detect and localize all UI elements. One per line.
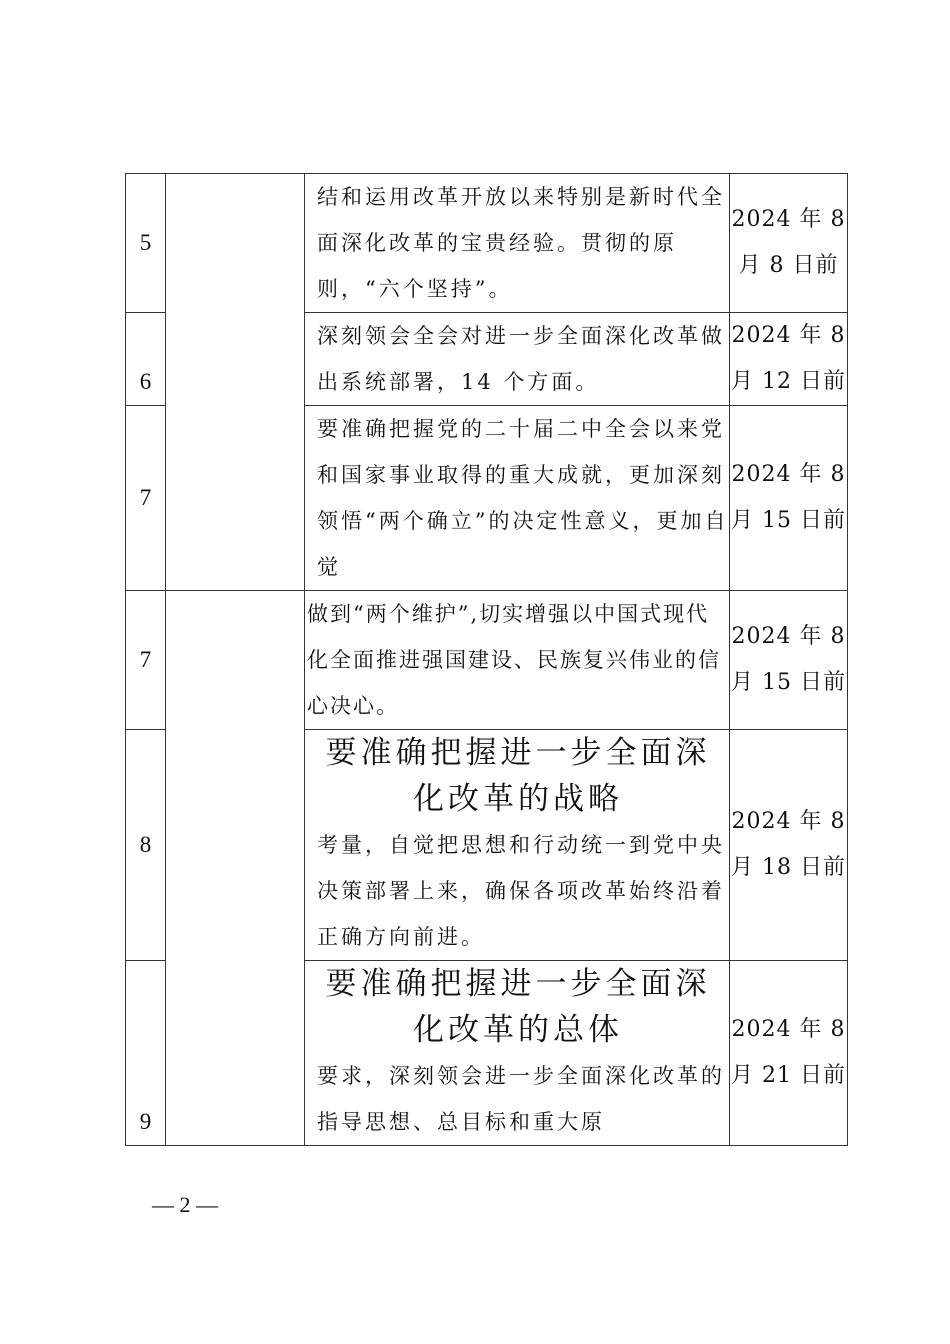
row-number: 8 [126,730,166,961]
row-date: 2024 年 8 月 12 日前 [730,313,848,406]
row-content [305,406,730,591]
table-row [126,174,848,313]
table-row [126,591,848,730]
row-date: 2024 年 8 月 18 日前 [730,730,848,961]
row-content [305,730,730,961]
row-number: 6 [126,313,166,406]
row-date: 2024 年 8 月 21 日前 [730,961,848,1146]
row-heading: 要准确把握进一步全面深化改革的总体 [325,966,711,1048]
row-content-text: 结和运用改革开放以来特别是新时代全面深化改革的宝贵经验。贯彻的原则，“六个坚持”。 [317,185,725,301]
row-number: 5 [126,174,166,313]
row-content [305,591,730,730]
row-content-text: 做到“两个维护”,切实增强以中国式现代化全面推进强国建设、民族复兴伟业的信心决心。 [307,602,721,718]
empty-category-cell [166,174,305,591]
row-date: 2024 年 8 月 15 日前 [730,406,848,591]
row-content [305,174,730,313]
row-date: 2024 年 8 月 8 日前 [730,174,848,313]
row-number: 7 [126,406,166,591]
row-heading: 要准确把握进一步全面深化改革的战略 [325,735,711,817]
page-number: — 2 — [152,1192,218,1217]
schedule-table [125,173,848,1146]
row-content-text: 深刻领会全会对进一步全面深化改革做出系统部署，14 个方面。 [317,324,725,394]
row-number: 7 [126,591,166,730]
row-date: 2024 年 8 月 15 日前 [730,591,848,730]
row-content [305,313,730,406]
row-number: 9 [126,961,166,1146]
row-content [305,961,730,1146]
empty-category-cell [166,591,305,1146]
row-content-text: 要求，深刻领会进一步全面深化改革的指导思想、总目标和重大原 [317,1064,725,1134]
row-content-text: 要准确把握党的二十届二中全会以来党和国家事业取得的重大成就，更加深刻领悟“两个确立”的决定性意义，更加自觉 [317,417,729,579]
row-content-text: 考量，自觉把思想和行动统一到党中央决策部署上来，确保各项改革始终沿着正确方向前进。 [317,833,725,949]
